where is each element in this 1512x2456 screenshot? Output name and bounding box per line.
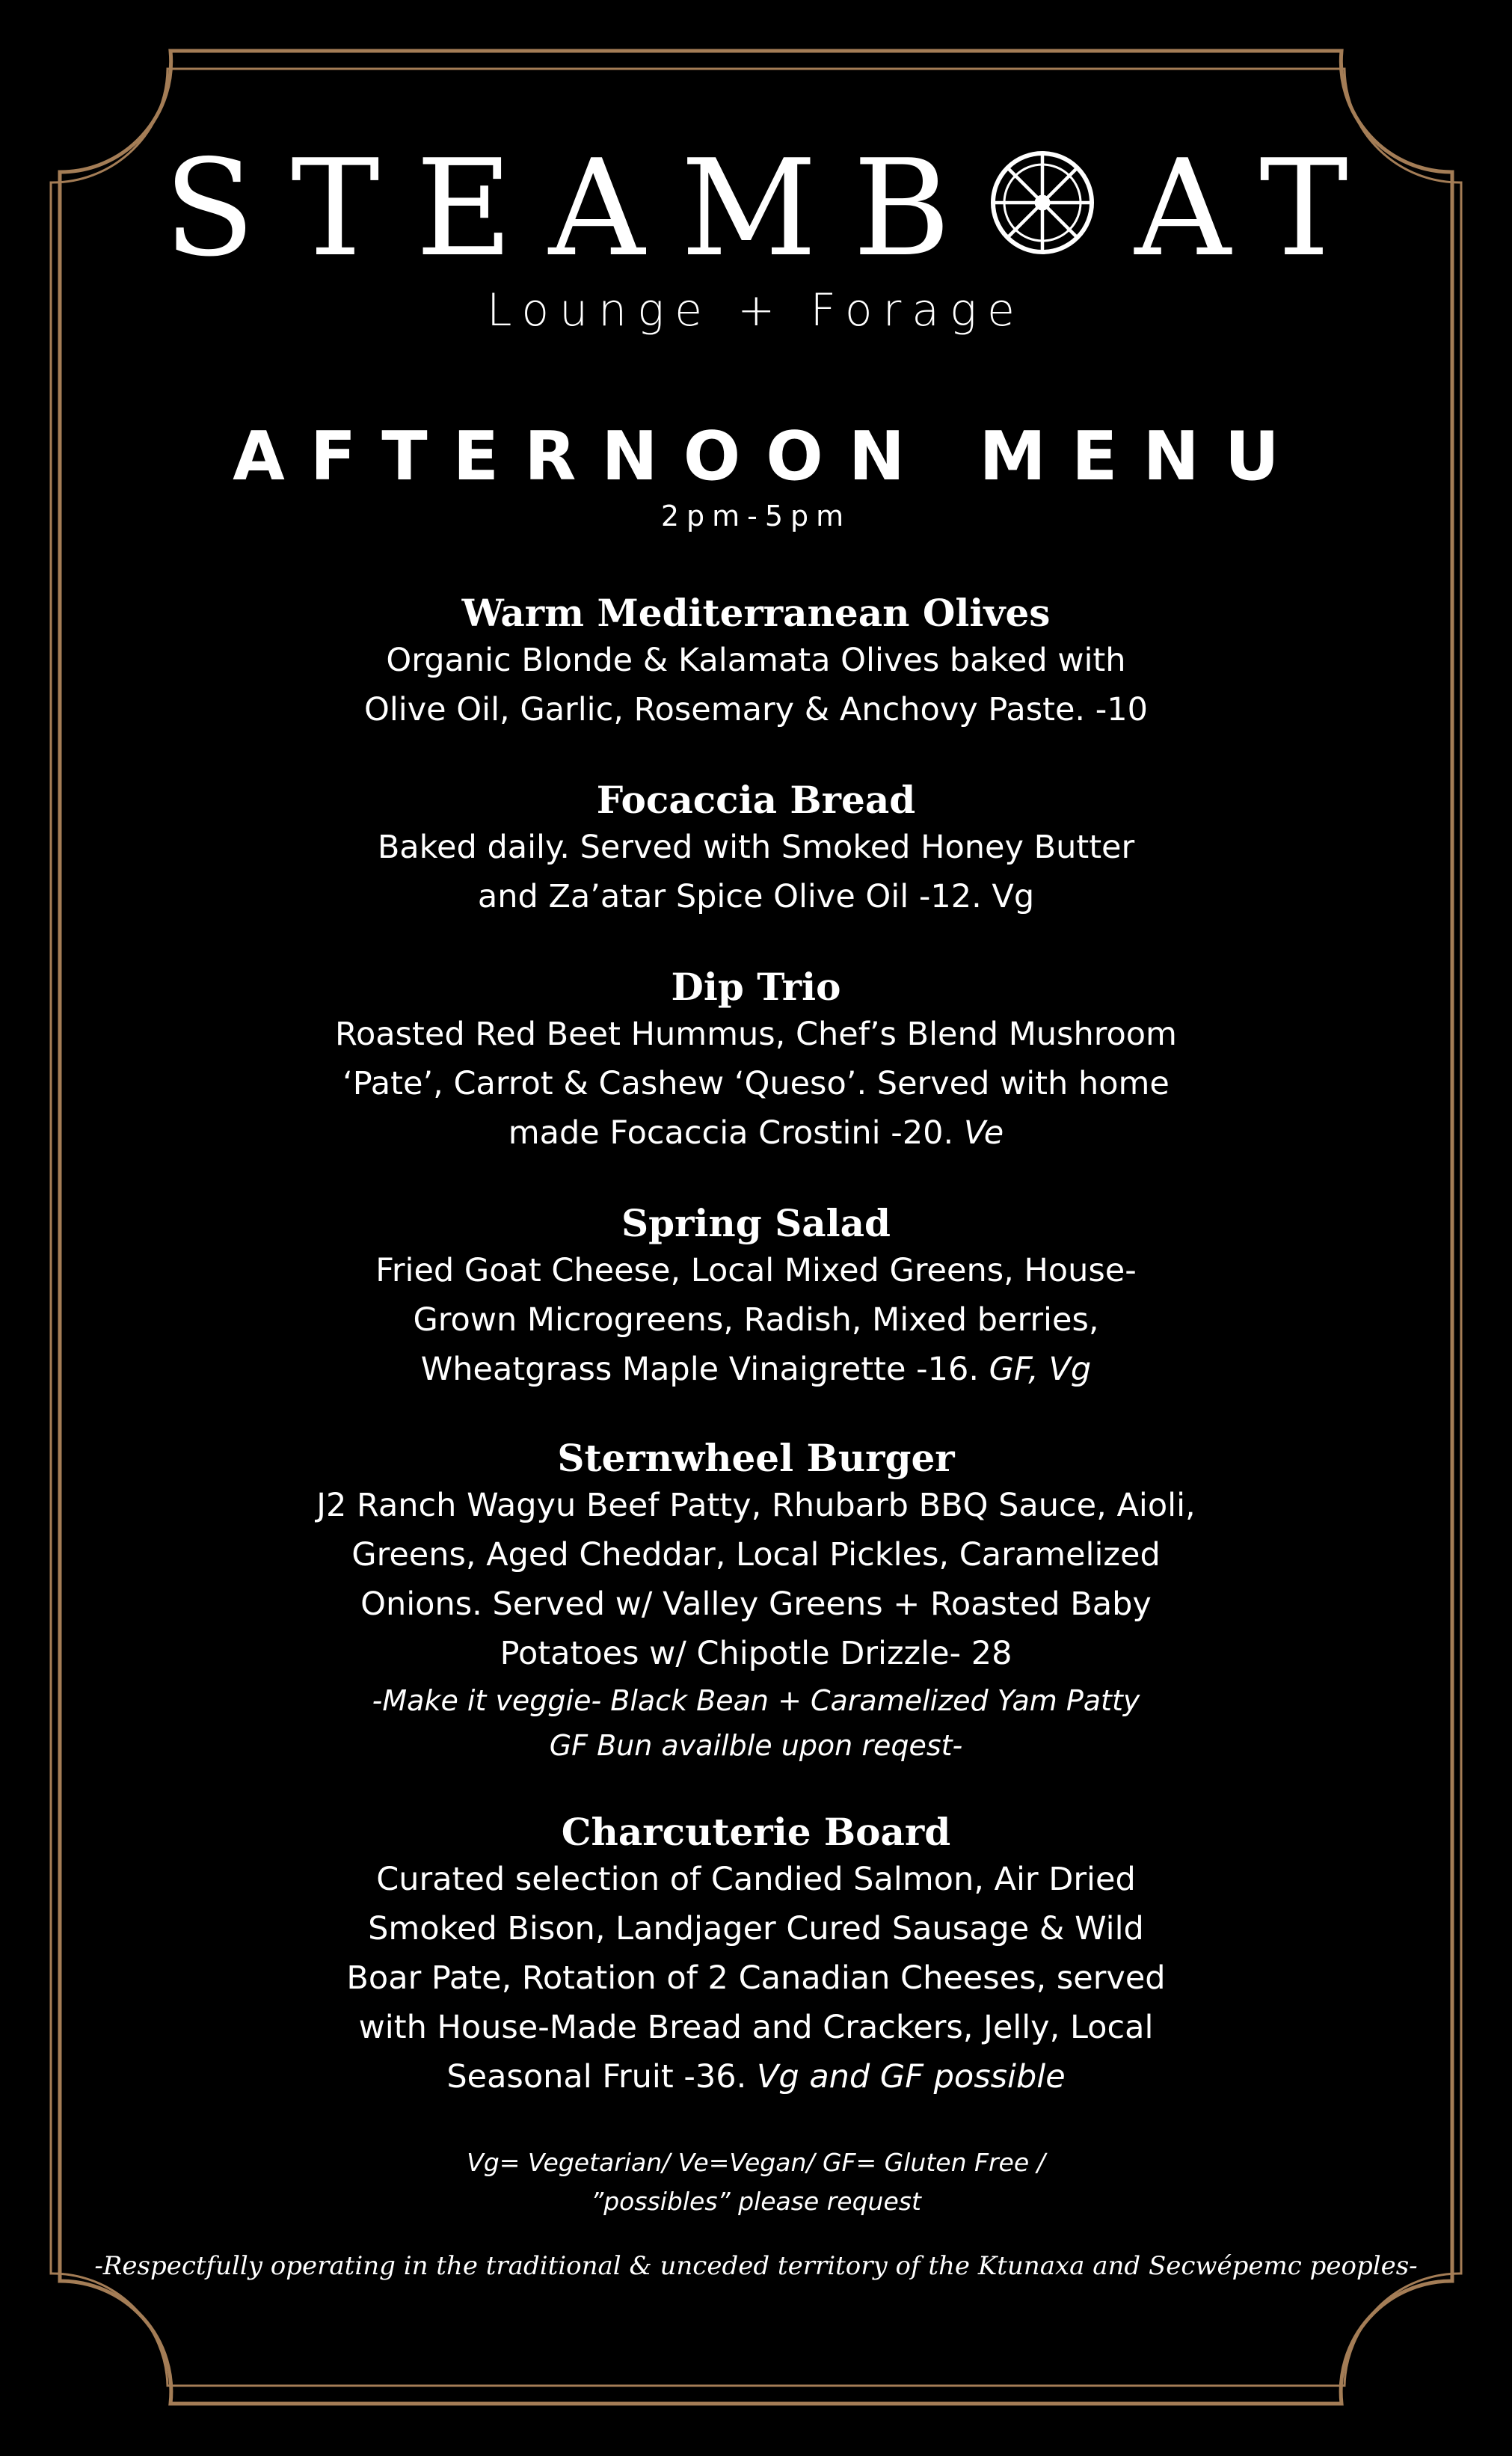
menu-title: AFTERNOON MENU: [233, 417, 1305, 496]
item-description: Fried Goat Cheese, Local Mixed Greens, House- Grown Microgreens, Radish, Mixed berries, Wheatgrass Maple Vinaigrette -16. GF, Vg: [375, 1252, 1137, 1388]
item-name: Focaccia Bread: [596, 778, 916, 822]
brand-tagline: Lounge + Forage: [487, 284, 1025, 337]
dietary-legend: Vg= Vegetarian/ Ve=Vegan/ GF= Gluten Free / ”possibles” please request: [467, 2148, 1045, 2216]
menu-item-dip-trio: [269, 965, 1243, 1158]
item-name: Sternwheel Burger: [557, 1436, 955, 1480]
item-name: Dip Trio: [671, 965, 841, 1009]
item-name: Warm Mediterranean Olives: [461, 591, 1051, 635]
menu-item-burger: [269, 1436, 1243, 1768]
item-name: Charcuterie Board: [561, 1810, 951, 1854]
menu-item-spring-salad: [269, 1201, 1243, 1394]
menu-item-olives: [269, 591, 1243, 734]
brand-logo: [0, 131, 1512, 286]
land-acknowledgement: -Respectfully operating in the traditional & unceded territory of the Ktunaxa and Secwépemc peoples-: [94, 2251, 1418, 2281]
item-description: Roasted Red Beet Hummus, Chef’s Blend Mushroom ‘Pate’, Carrot & Cashew ‘Queso’. Served with home made Focaccia Crostini -20. Ve: [335, 1016, 1177, 1152]
item-description: Curated selection of Candied Salmon, Air Dried Smoked Bison, Landjager Cured Sausage & Wild Boar Pate, Rotation of 2 Canadian Cheeses, served with House-Made Bread and Crackers, Jelly, Local Seasonal Fruit -36. Vg and GF possible: [346, 1861, 1166, 2096]
dietary-tag: GF, Vg: [989, 1351, 1092, 1388]
menu-item-charcuterie: [269, 1810, 1243, 2102]
dietary-tag: Ve: [963, 1114, 1004, 1152]
ship-wheel-icon: [986, 147, 1098, 259]
item-description: Baked daily. Served with Smoked Honey Butter and Za’atar Spice Olive Oil -12. Vg: [377, 829, 1135, 915]
item-name: Spring Salad: [621, 1201, 891, 1245]
item-description: Organic Blonde & Kalamata Olives baked with Olive Oil, Garlic, Rosemary & Anchovy Paste. -10: [363, 642, 1149, 728]
brand-name-part1: STEAMB: [164, 131, 987, 286]
dietary-tag: Vg and GF possible: [756, 2058, 1066, 2096]
menu-hours: 2pm-5pm: [660, 500, 852, 532]
menu-item-focaccia: [269, 778, 1243, 921]
brand-name-part2: AT: [1134, 131, 1384, 286]
item-description: J2 Ranch Wagyu Beef Patty, Rhubarb BBQ Sauce, Aioli, Greens, Aged Cheddar, Local Pickles, Caramelized Onions. Served w/ Valley Greens + Roasted Baby Potatoes w/ Chipotle Drizzle- 28: [316, 1487, 1196, 1672]
item-note: -Make it veggie- Black Bean + Caramelized Yam Patty GF Bun availble upon reqest-: [372, 1684, 1140, 1762]
